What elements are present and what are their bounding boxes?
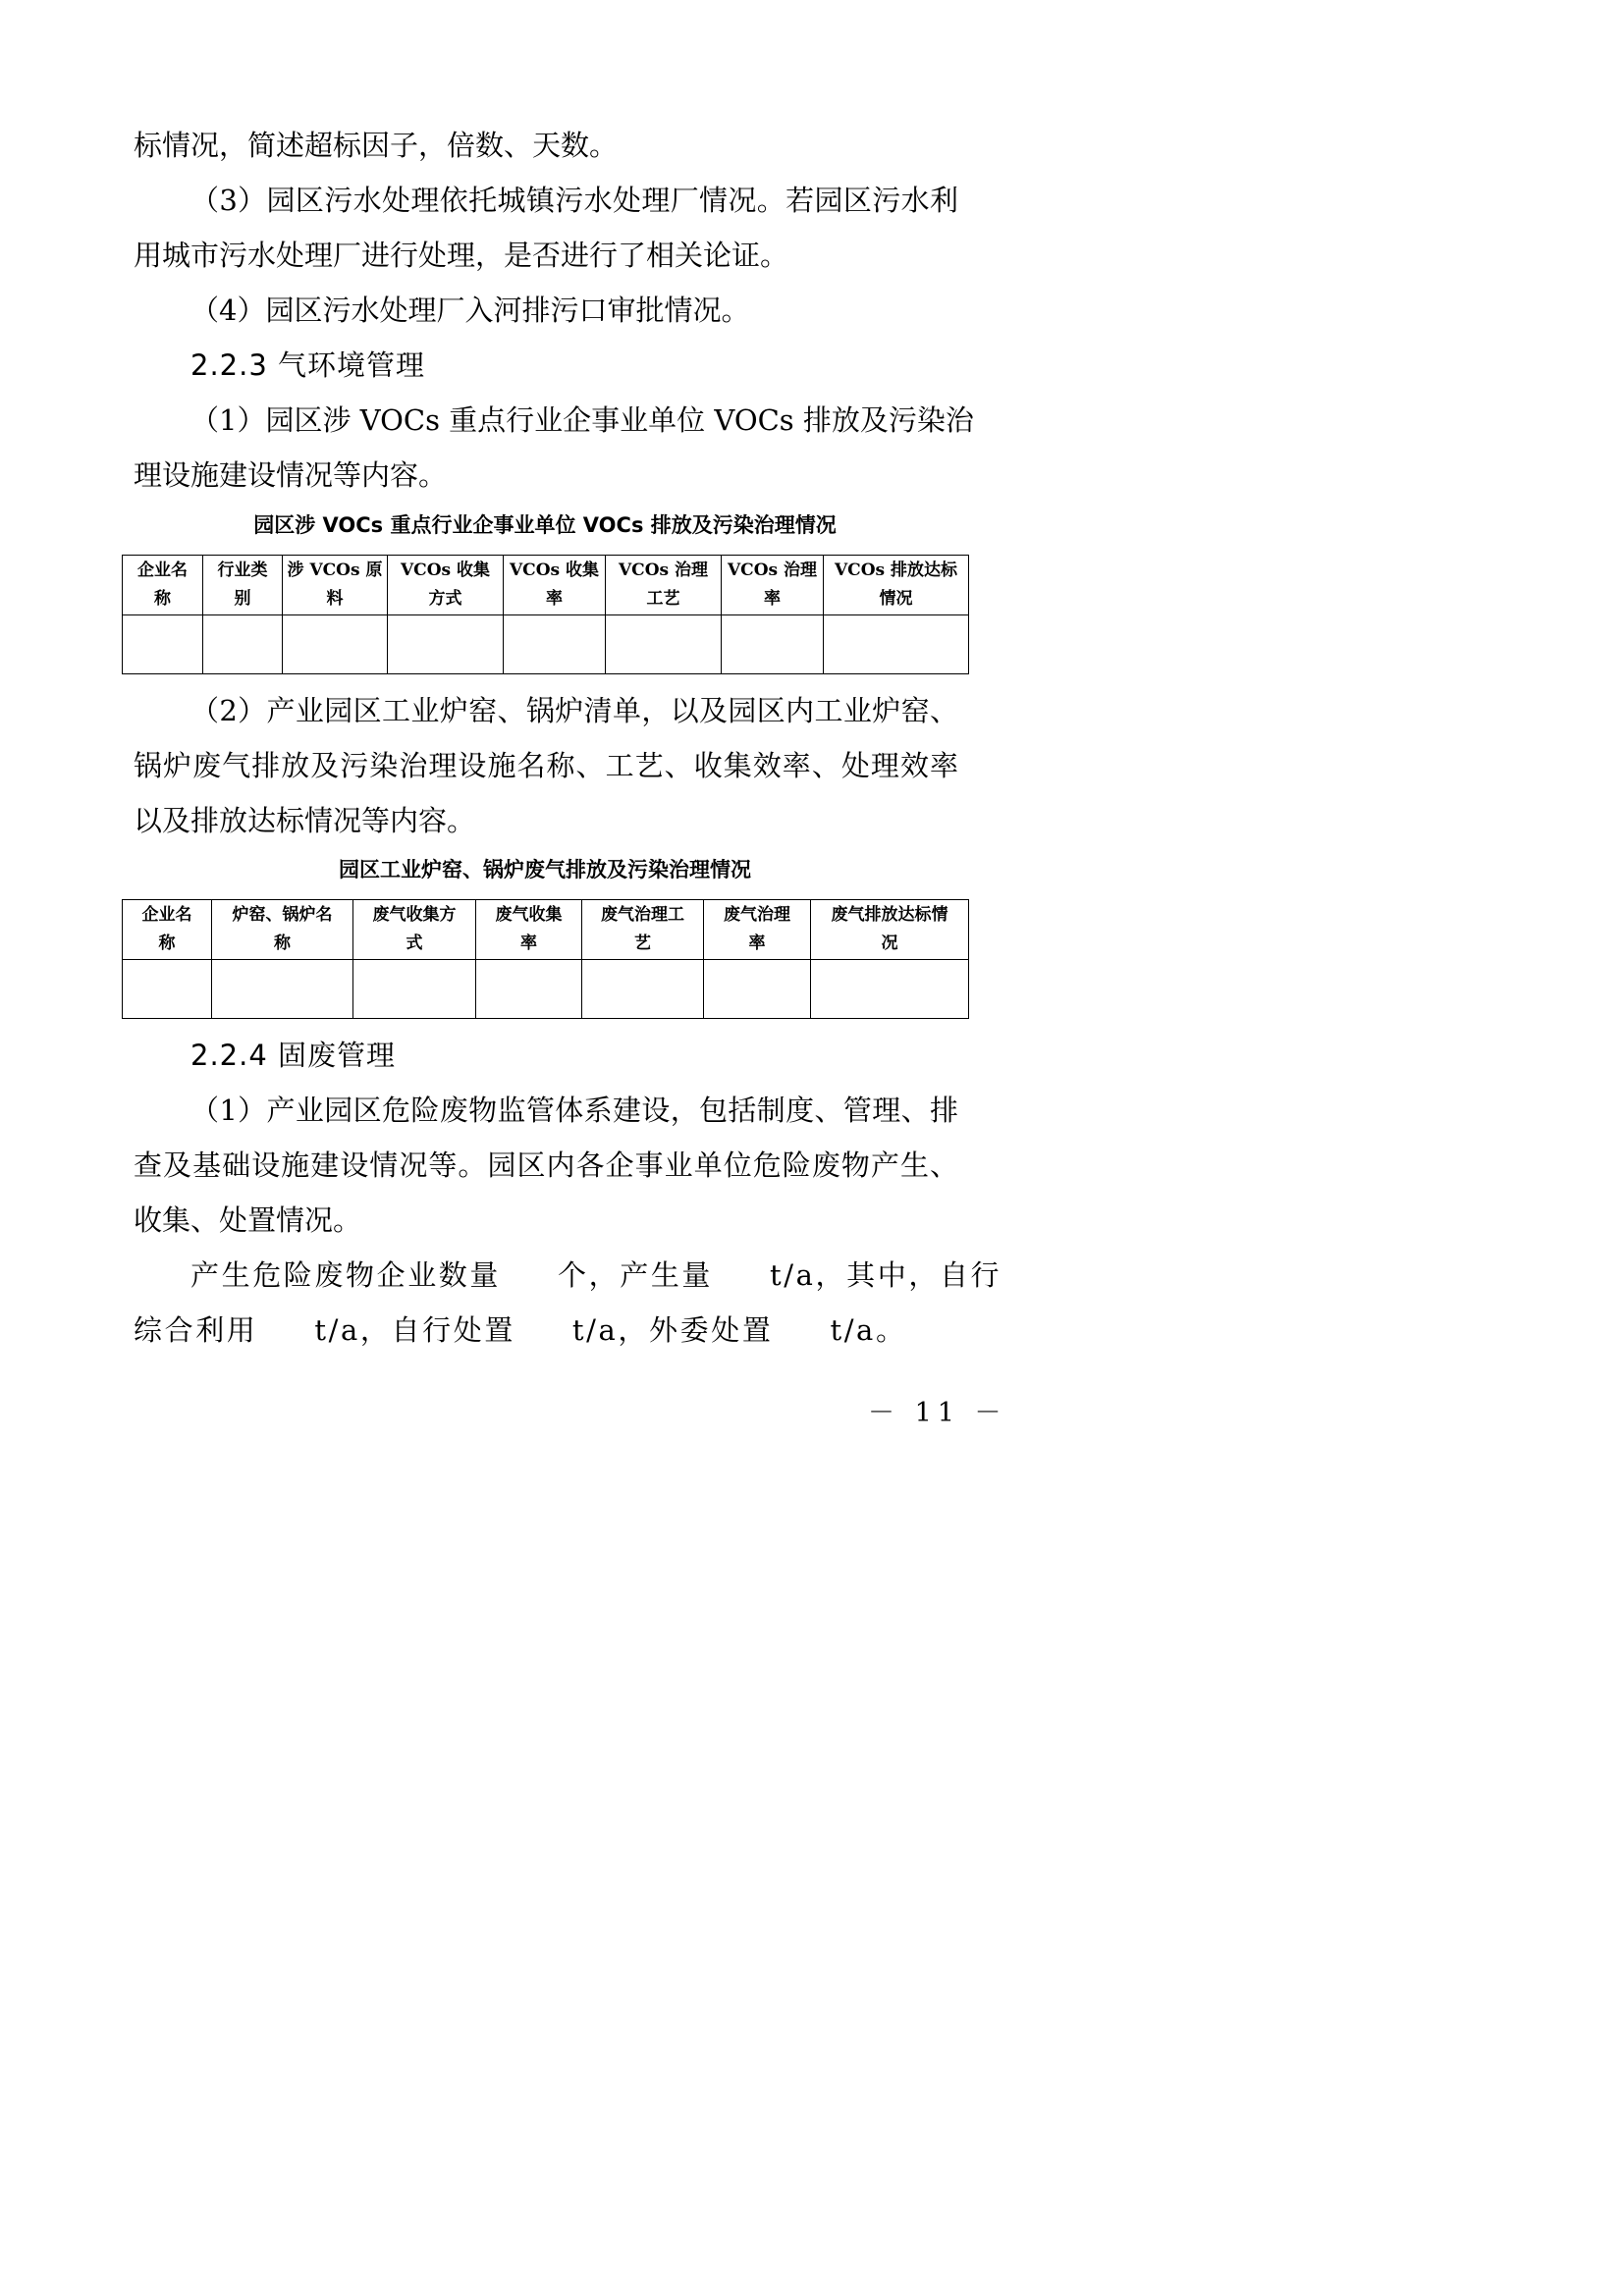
table-cell [504, 615, 606, 674]
paragraph-line: 以及排放达标情况等内容。 [134, 804, 476, 837]
column-header: 行业类 别 [203, 556, 283, 615]
text-segment: t/a，自行处置 [314, 1313, 515, 1347]
vocs-emission-table [122, 555, 969, 674]
paragraph-line: 理设施建设情况等内容。 [134, 458, 448, 492]
column-header: 炉窑、锅炉名 称 [212, 900, 353, 960]
table-cell [606, 615, 722, 674]
text-segment: 产生危险废物企业数量 [190, 1258, 502, 1292]
column-header: VCOs 治理 工艺 [606, 556, 722, 615]
column-header: 废气治理 率 [704, 900, 811, 960]
column-header: VCOs 排放达标 情况 [824, 556, 969, 615]
table-cell [388, 615, 504, 674]
section-heading-2-2-4: 2.2.4 固废管理 [190, 1039, 397, 1072]
column-header: 废气收集 率 [476, 900, 582, 960]
text-segment: 综合利用 [134, 1313, 258, 1347]
table-cell [283, 615, 388, 674]
column-header: VCOs 治理 率 [722, 556, 824, 615]
column-header: 废气治理工 艺 [582, 900, 704, 960]
paragraph-line: 标情况，简述超标因子，倍数、天数。 [134, 129, 619, 162]
table-cell [476, 960, 582, 1019]
column-header: 企业名 称 [123, 556, 203, 615]
table-cell [123, 960, 212, 1019]
column-header: 废气收集方 式 [353, 900, 476, 960]
table-cell [824, 615, 969, 674]
paragraph-line-with-blanks [134, 1310, 958, 1350]
table-cell [704, 960, 811, 1019]
table-cell [353, 960, 476, 1019]
table-cell [722, 615, 824, 674]
section-heading-2-2-3: 2.2.3 气环境管理 [190, 348, 426, 382]
column-header: VCOs 收集 方式 [388, 556, 504, 615]
column-header: 涉 VCOs 原 料 [283, 556, 388, 615]
paragraph-line: 收集、处置情况。 [134, 1203, 362, 1237]
furnace-boiler-emission-table [122, 899, 969, 1019]
paragraph-line: （1）产业园区危险废物监管体系建设，包括制度、管理、排 [190, 1094, 958, 1127]
text-segment: t/a。 [830, 1313, 907, 1347]
column-header: 企业名 称 [123, 900, 212, 960]
column-header: VCOs 收集 率 [504, 556, 606, 615]
column-header: 废气排放达标情 况 [811, 900, 969, 960]
table-cell [811, 960, 969, 1019]
paragraph-line: 查及基础设施建设情况等。园区内各企事业单位危险废物产生、 [134, 1148, 958, 1182]
paragraph-line: （3）园区污水处理依托城镇污水处理厂情况。若园区污水利 [190, 184, 958, 217]
text-segment: 个，产生量 [558, 1258, 714, 1292]
table-cell [203, 615, 283, 674]
paragraph-line-with-blanks [190, 1255, 1002, 1295]
paragraph-line: （2）产业园区工业炉窑、锅炉清单，以及园区内工业炉窑、 [190, 694, 958, 727]
table-row [123, 960, 969, 1019]
table-cell [212, 960, 353, 1019]
paragraph-line: 锅炉废气排放及污染治理设施名称、工艺、收集效率、处理效率 [134, 749, 958, 782]
table-caption: 园区工业炉窑、锅炉废气排放及污染治理情况 [339, 858, 751, 881]
text-segment: t/a，外委处置 [571, 1313, 774, 1347]
table-row [123, 615, 969, 674]
page-number: － 11 － [868, 1398, 1007, 1428]
table-cell [123, 615, 203, 674]
table-cell [582, 960, 704, 1019]
paragraph-line: （1）园区涉 VOCs 重点行业企事业单位 VOCs 排放及污染治 [190, 403, 974, 437]
text-segment: t/a，其中，自行 [770, 1258, 1002, 1292]
table-caption: 园区涉 VOCs 重点行业企事业单位 VOCs 排放及污染治理情况 [253, 513, 837, 537]
paragraph-line: 用城市污水处理厂进行处理，是否进行了相关论证。 [134, 239, 789, 272]
document-page [0, 0, 1081, 1528]
paragraph-line: （4）园区污水处理厂入河排污口审批情况。 [190, 294, 750, 327]
table-header-row [123, 900, 969, 960]
table-header-row [123, 556, 969, 615]
